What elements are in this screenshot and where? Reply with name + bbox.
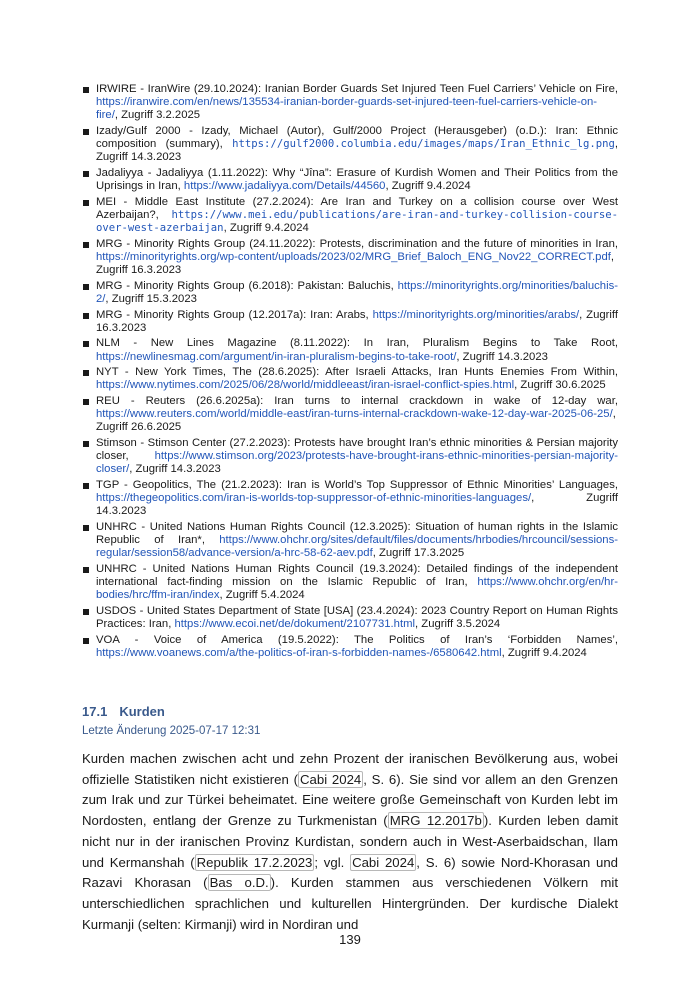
- reference-item: [96, 605, 618, 631]
- reference-item: [96, 395, 618, 435]
- citation-link[interactable]: Cabi 2024: [352, 854, 415, 870]
- bullet-icon: [83, 284, 89, 290]
- bullet-icon: [83, 87, 89, 93]
- reference-item: [96, 521, 618, 561]
- reference-link[interactable]: https://www.ohchr.org/en/hr-bodies/hrc/ffm-iran/index: [96, 576, 618, 602]
- bullet-icon: [83, 242, 89, 248]
- reference-text: NLM - New Lines Magazine (8.11.2022): In Iran, Pluralism Begins to Take Root,: [96, 337, 618, 350]
- body-paragraph: [82, 749, 618, 935]
- reference-text: MRG - Minority Rights Group (6.2018): Pakistan: Baluchis,: [96, 279, 398, 292]
- reference-text: USDOS - United States Department of State [USA] (23.4.2024): 2023 Country Report on Human Rights Practices: Iran,: [96, 604, 618, 631]
- reference-item: [96, 83, 618, 123]
- reference-text: TGP - Geopolitics, The (21.2.2023): Iran is World’s Top Suppressor of Ethnic Minorities’ Languages,: [96, 478, 618, 491]
- section-heading: [82, 704, 165, 719]
- reference-link[interactable]: https://www.reuters.com/world/middle-east/iran-turns-internal-crackdown-wake-12-day-war-2025-06-25/: [96, 408, 613, 421]
- reference-link[interactable]: https://newlinesmag.com/argument/in-iran-pluralism-begins-to-take-root/: [96, 350, 457, 363]
- reference-text: Stimson - Stimson Center (27.2.2023): Protests have brought Iran’s ethnic minorities & Persian majority closer,: [96, 436, 618, 463]
- reference-access-date: , Zugriff 5.4.2024: [219, 589, 305, 602]
- reference-text: UNHRC - United Nations Human Rights Council (12.3.2025): Situation of human rights in the Islamic Republic of Iran*,: [96, 520, 618, 547]
- reference-text: Izady/Gulf 2000 - Izady, Michael (Autor), Gulf/2000 Project (Herausgeber) (o.D.): Iran: Ethnic composition (summary),: [96, 125, 618, 151]
- reference-link[interactable]: https://www.ecoi.net/de/dokument/2107731.html: [174, 618, 416, 631]
- reference-link[interactable]: https://minorityrights.org/wp-content/uploads/2023/02/MRG_Brief_Baloch_ENG_Nov22_CORRECT.pdf: [96, 251, 611, 263]
- page-number: 139: [339, 932, 361, 947]
- last-changed-date: Letzte Änderung 2025-07-17 12:31: [82, 725, 261, 737]
- body-text-segment: , S. 6). Sie sind vor allem an den Grenzen zum Irak und zur Türkei beheimatet. Eine weitere große Gemeinschaft von Kurden lebt im Nordosten, entlang der Grenze zu Turkmenistan (: [82, 771, 619, 829]
- reference-link[interactable]: https://www.voanews.com/a/the-politics-of-iran-s-forbidden-names-/6580642.html: [96, 646, 502, 659]
- bullet-icon: [83, 171, 89, 177]
- citation-link[interactable]: MRG 12.2017b: [389, 813, 482, 829]
- reference-access-date: , Zugriff 9.4.2024: [501, 646, 587, 659]
- bullet-icon: [83, 525, 89, 531]
- reference-link[interactable]: https://www.nytimes.com/2025/06/28/world/middleeast/iran-israel-conflict-spies.html: [96, 379, 515, 392]
- reference-list: [96, 83, 618, 663]
- bullet-icon: [83, 638, 89, 644]
- citation-link[interactable]: Republik 17.2.2023: [196, 854, 313, 870]
- body-text-segment: ; vgl.: [314, 854, 351, 870]
- reference-link[interactable]: https://minorityrights.org/minorities/arabs/: [372, 308, 580, 321]
- reference-item: [96, 437, 618, 477]
- reference-text: MRG - Minority Rights Group (12.2017a): Iran: Arabs,: [96, 308, 373, 321]
- reference-link[interactable]: https://thegeopolitics.com/iran-is-worlds-top-suppressor-of-ethnic-minorities-languages/: [96, 492, 532, 505]
- section-number: 17.1: [82, 704, 108, 719]
- reference-item: [96, 366, 618, 392]
- bullet-icon: [83, 609, 89, 615]
- citation-link[interactable]: Bas o.D.: [209, 875, 269, 891]
- reference-text: UNHRC - United Nations Human Rights Council (19.3.2024): Detailed findings of the independent international fact-finding mission on the Islamic Republic of Iran,: [96, 562, 618, 589]
- reference-item: [96, 280, 618, 306]
- reference-item: [96, 196, 618, 236]
- bullet-icon: [83, 129, 89, 135]
- bullet-icon: [83, 483, 89, 489]
- citation-link[interactable]: Cabi 2024: [300, 771, 362, 787]
- reference-access-date: , Zugriff 9.4.2024: [223, 222, 309, 235]
- reference-text: VOA - Voice of America (19.5.2022): The Politics of Iran’s ‘Forbidden Names’,: [96, 633, 618, 646]
- reference-item: [96, 634, 618, 660]
- body-text-segment: , S. 6) sowie Nord-Khorasan und Razavi Khorasan (: [82, 854, 618, 891]
- reference-access-date: , Zugriff 26.6.2025: [96, 408, 616, 434]
- reference-text: IRWIRE - IranWire (29.10.2024): Iranian Border Guards Set Injured Teen Fuel Carriers’ Vehicle on Fire,: [96, 83, 618, 95]
- reference-access-date: , Zugriff 14.3.2023: [96, 138, 618, 164]
- reference-item: [96, 125, 618, 165]
- reference-access-date: , Zugriff 16.3.2023: [96, 308, 618, 334]
- reference-access-date: , Zugriff 3.5.2024: [415, 618, 501, 631]
- reference-access-date: , Zugriff 30.6.2025: [514, 379, 606, 392]
- body-text-segment: ). Kurden stammen aus verschiedenen Völkern mit unterschiedlichen sprachlichen und kulturellen Hintergründen. Der kurdische Dialekt Kurmanji (selten: Kirmanji) wird in Nordiran und: [82, 875, 618, 932]
- bullet-icon: [83, 341, 89, 347]
- bullet-icon: [83, 370, 89, 376]
- reference-text: REU - Reuters (26.6.2025a): Iran turns to internal crackdown in wake of 12-day war,: [96, 394, 618, 407]
- reference-text: Jadaliyya - Jadaliyya (1.11.2022): Why “Jîna”: Erasure of Kurdish Women and Their Politics from the Uprisings in Iran,: [96, 167, 618, 193]
- reference-link[interactable]: https://iranwire.com/en/news/135534-iranian-border-guards-set-injured-teen-fuel-carriers-vehicle-on-fire/: [96, 96, 598, 122]
- bullet-icon: [83, 399, 89, 405]
- reference-link[interactable]: https://minorityrights.org/minorities/baluchis-2/: [96, 279, 618, 305]
- reference-item: [96, 167, 618, 193]
- reference-item: [96, 309, 618, 335]
- reference-item: [96, 479, 618, 519]
- reference-link[interactable]: https://www.mei.edu/publications/are-iran-and-turkey-collision-course-over-west-azerbaijan: [96, 209, 618, 235]
- body-text-segment: ). Kurden leben damit nicht nur in der iranischen Provinz Kurdistan, sondern auch in West-Aserbaidschan, Ilam und Kermanshah (: [82, 813, 619, 870]
- reference-link[interactable]: https://www.ohchr.org/sites/default/files/documents/hrbodies/hrcouncil/sessions-regular/session58/advance-version/a-hrc-58-62-aev.pdf: [96, 534, 618, 560]
- reference-text: MRG - Minority Rights Group (24.11.2022): Protests, discrimination and the future of minorities in Iran,: [96, 237, 618, 250]
- reference-access-date: , Zugriff 16.3.2023: [96, 251, 615, 277]
- bullet-icon: [83, 313, 89, 319]
- reference-text: NYT - New York Times, The (28.6.2025): After Israeli Attacks, Iran Hunts Enemies From Within,: [96, 366, 618, 379]
- reference-access-date: , Zugriff 14.3.2023: [129, 463, 221, 476]
- bullet-icon: [83, 441, 89, 447]
- reference-access-date: , Zugriff 3.2.2025: [114, 109, 201, 122]
- reference-text: MEI - Middle East Institute (27.2.2024): Are Iran and Turkey on a collision course over West Azerbaijan?,: [96, 195, 618, 221]
- bullet-icon: [83, 567, 89, 573]
- reference-item: [96, 563, 618, 603]
- section-title: Kurden: [119, 704, 165, 719]
- reference-access-date: , Zugriff 15.3.2023: [105, 293, 197, 305]
- reference-link[interactable]: https://www.jadaliyya.com/Details/44560: [183, 180, 386, 193]
- bullet-icon: [83, 200, 89, 206]
- reference-access-date: , Zugriff 14.3.2023: [456, 350, 548, 363]
- reference-access-date: , Zugriff 14.3.2023: [96, 492, 618, 518]
- reference-link[interactable]: https://gulf2000.columbia.edu/images/maps/Iran_Ethnic_lg.png: [232, 138, 615, 151]
- body-text-segment: Kurden machen zwischen acht und zehn Prozent der iranischen Bevölkerung aus, wobei offizielle Statistiken nicht existieren (: [82, 751, 618, 787]
- reference-access-date: , Zugriff 17.3.2025: [372, 547, 465, 560]
- reference-item: [96, 337, 618, 363]
- reference-item: [96, 238, 618, 278]
- reference-access-date: , Zugriff 9.4.2024: [385, 180, 471, 193]
- reference-link[interactable]: https://www.stimson.org/2023/protests-have-brought-irans-ethnic-minorities-persian-majority-closer/: [96, 450, 618, 476]
